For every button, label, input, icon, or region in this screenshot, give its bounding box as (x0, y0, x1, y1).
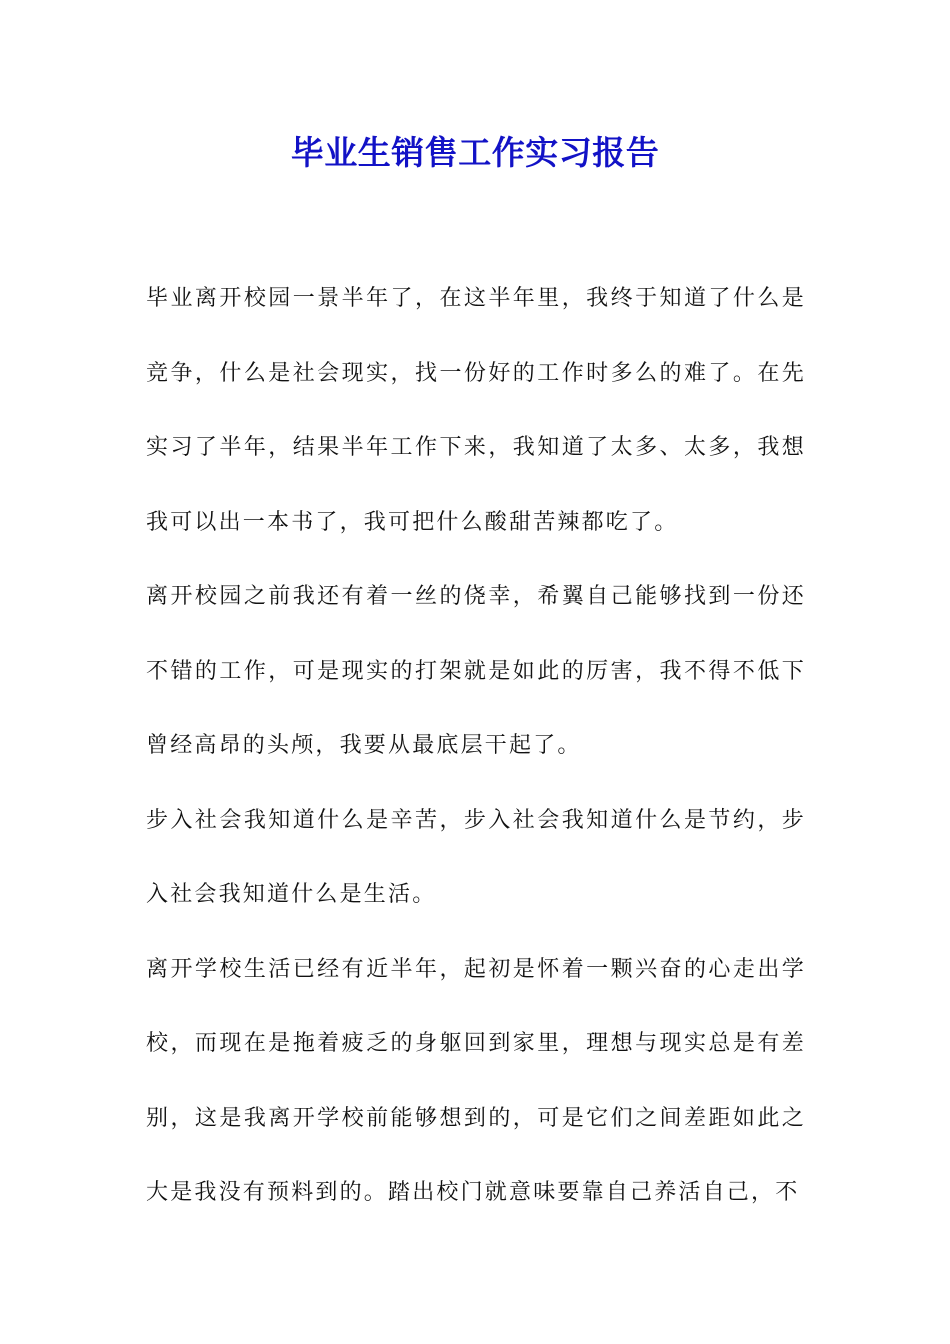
document-title: 毕业生销售工作实习报告 (290, 133, 660, 172)
paragraph-2: 离开校园之前我还有着一丝的侥幸，希翼自己能够找到一份还不错的工作，可是现实的打架就是如此的厉害，我不得不低下曾经高昂的头颅，我要从最底层干起了。 (146, 584, 806, 758)
document-body (146, 262, 806, 1231)
paragraph-1: 毕业离开校园一景半年了，在这半年里，我终于知道了什么是竞争，什么是社会现实，找一份好的工作时多么的难了。在先实习了半年，结果半年工作下来，我知道了太多、太多，我想我可以出一本书了，我可把什么酸甜苦辣都吃了。 (146, 286, 806, 535)
paragraph-4: 离开学校生活已经有近半年，起初是怀着一颗兴奋的心走出学校，而现在是拖着疲乏的身躯回到家里，理想与现实总是有差别，这是我离开学校前能够想到的，可是它们之间差距如此之大是我没有预料到的。踏出校门就意味要靠自己养活自己，不 (146, 956, 806, 1205)
paragraph-3: 步入社会我知道什么是辛苦，步入社会我知道什么是节约，步入社会我知道什么是生活。 (146, 807, 806, 907)
